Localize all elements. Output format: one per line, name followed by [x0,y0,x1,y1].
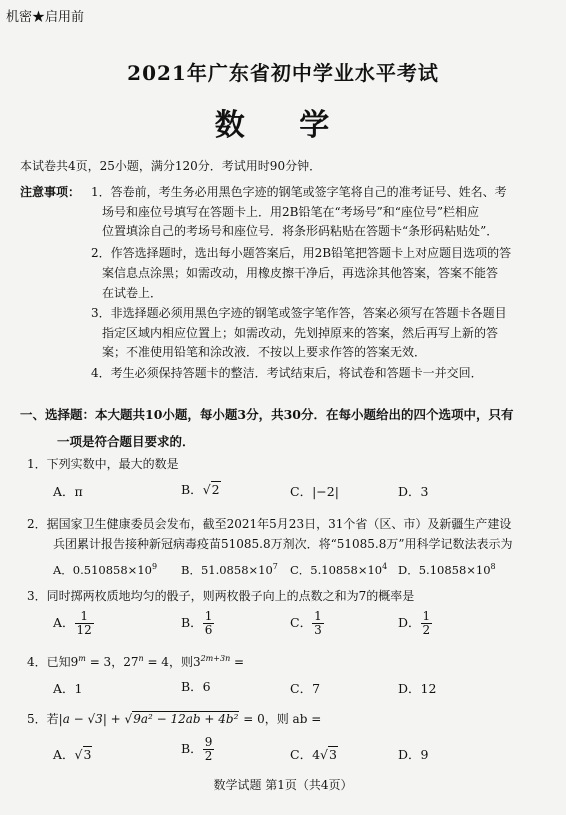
note-line: 场号和座位号填写在答题卡上．用2B铅笔在“考场号”和“座位号”栏相应 [102,205,479,219]
question-2-stem: 2．据国家卫生健康委员会发布，截至2021年5月23日，31个省（区、市）及新疆生产建设 [27,517,512,531]
section-heading: 一、选择题：本大题共10小题，每小题3分，共30分．在每小题给出的四个选项中，只有 [20,407,514,422]
q4-option-a: A．1 [53,681,83,696]
q4-option-d: D．12 [398,681,437,696]
q2-option-b: B．$51.0858\times 10^7$ [181,562,278,577]
note-line: 4．考生必须保持答题卡的整洁．考试结束后，将试卷和答题卡一并交回． [91,366,483,380]
q5-option-a: A．√3 [53,747,92,762]
question-2-stem-cont: 兵团累计报告接种新冠病毒疫苗51085.8万剂次．将“51085.8万”用科学记数法表示为 [53,537,513,551]
question-3-stem: 3．同时掷两枚质地均匀的骰子，则两枚骰子向上的点数之和为7的概率是 [27,589,415,603]
q1-option-d: D．3 [398,484,429,499]
q1-option-b: B．√2 [181,482,220,497]
q1-option-c: C．|−2| [290,484,339,499]
note-line: 指定区域内相应位置上；如需改动，先划掉原来的答案，然后再写上新的答 [102,326,499,340]
question-1-stem: 1．下列实数中，最大的数是 [27,457,179,471]
q1-option-a: A．π [53,484,83,499]
note-line: 2．作答选择题时，选出每小题答案后，用2B铅笔把答题卡上对应题目选项的答 [91,246,512,260]
question-4-stem: 4．已知$9^m = 3$，$27^n = 4$，则$3^{2m+3n}$ = [27,654,245,669]
q2-option-c: C．$5.10858\times 10^4$ [290,562,388,577]
intro-text: 本试卷共4页，25小题，满分120分．考试用时90分钟． [20,159,322,173]
q3-option-c: C． $\frac{1}{3}$ [290,609,322,637]
q4-option-b: B．6 [181,679,211,694]
q4-option-c: C．7 [290,681,321,696]
q3-option-d: D． $\frac{1}{2}$ [398,609,431,637]
note-line: 案；不准使用铅笔和涂改液．不按以上要求作答的答案无效． [102,345,427,359]
q2-option-d: D．$5.10858\times 10^8$ [398,562,496,577]
note-line: 在试卷上． [102,286,163,300]
note-line: 3．非选择题必须用黑色字迹的钢笔或签字笔作答，答案必须写在答题卡各题目 [91,306,507,320]
page-footer: 数学试题 第1页（共4页） [213,778,353,792]
subject-title: 数 学 [214,108,352,143]
exam-title: 2021年广东省初中学业水平考试 [127,61,439,85]
notes-label: 注意事项： [20,185,81,199]
q2-option-a: A．$0.510858\times 10^9$ [53,562,158,577]
q5-option-b: B． $\frac{9}{2}$ [181,735,213,763]
section-heading-cont: 一项是符合题目要求的． [57,434,195,449]
confidential-mark: 机密★启用前 [6,10,85,25]
q3-option-b: B． $\frac{1}{6}$ [181,609,213,637]
note-line: 位置填涂自己的考场号和座位号．将条形码粘贴在答题卡“条形码粘贴处”． [102,224,499,238]
note-line: 1．答卷前，考生务必用黑色字迹的钢笔或签字笔将自己的准考证号、姓名、考 [91,185,507,199]
note-line: 案信息点涂黑；如需改动，用橡皮擦干净后，再选涂其他答案，答案不能答 [102,266,499,280]
q5-option-c: C．4√3 [290,747,337,762]
q5-option-d: D．9 [398,747,429,762]
q3-option-a: A． $\frac{1}{12}$ [53,609,92,637]
question-5-stem: 5．若|a − √3| + √9a² − 12ab + 4b² = 0，则 ab = [27,712,322,726]
